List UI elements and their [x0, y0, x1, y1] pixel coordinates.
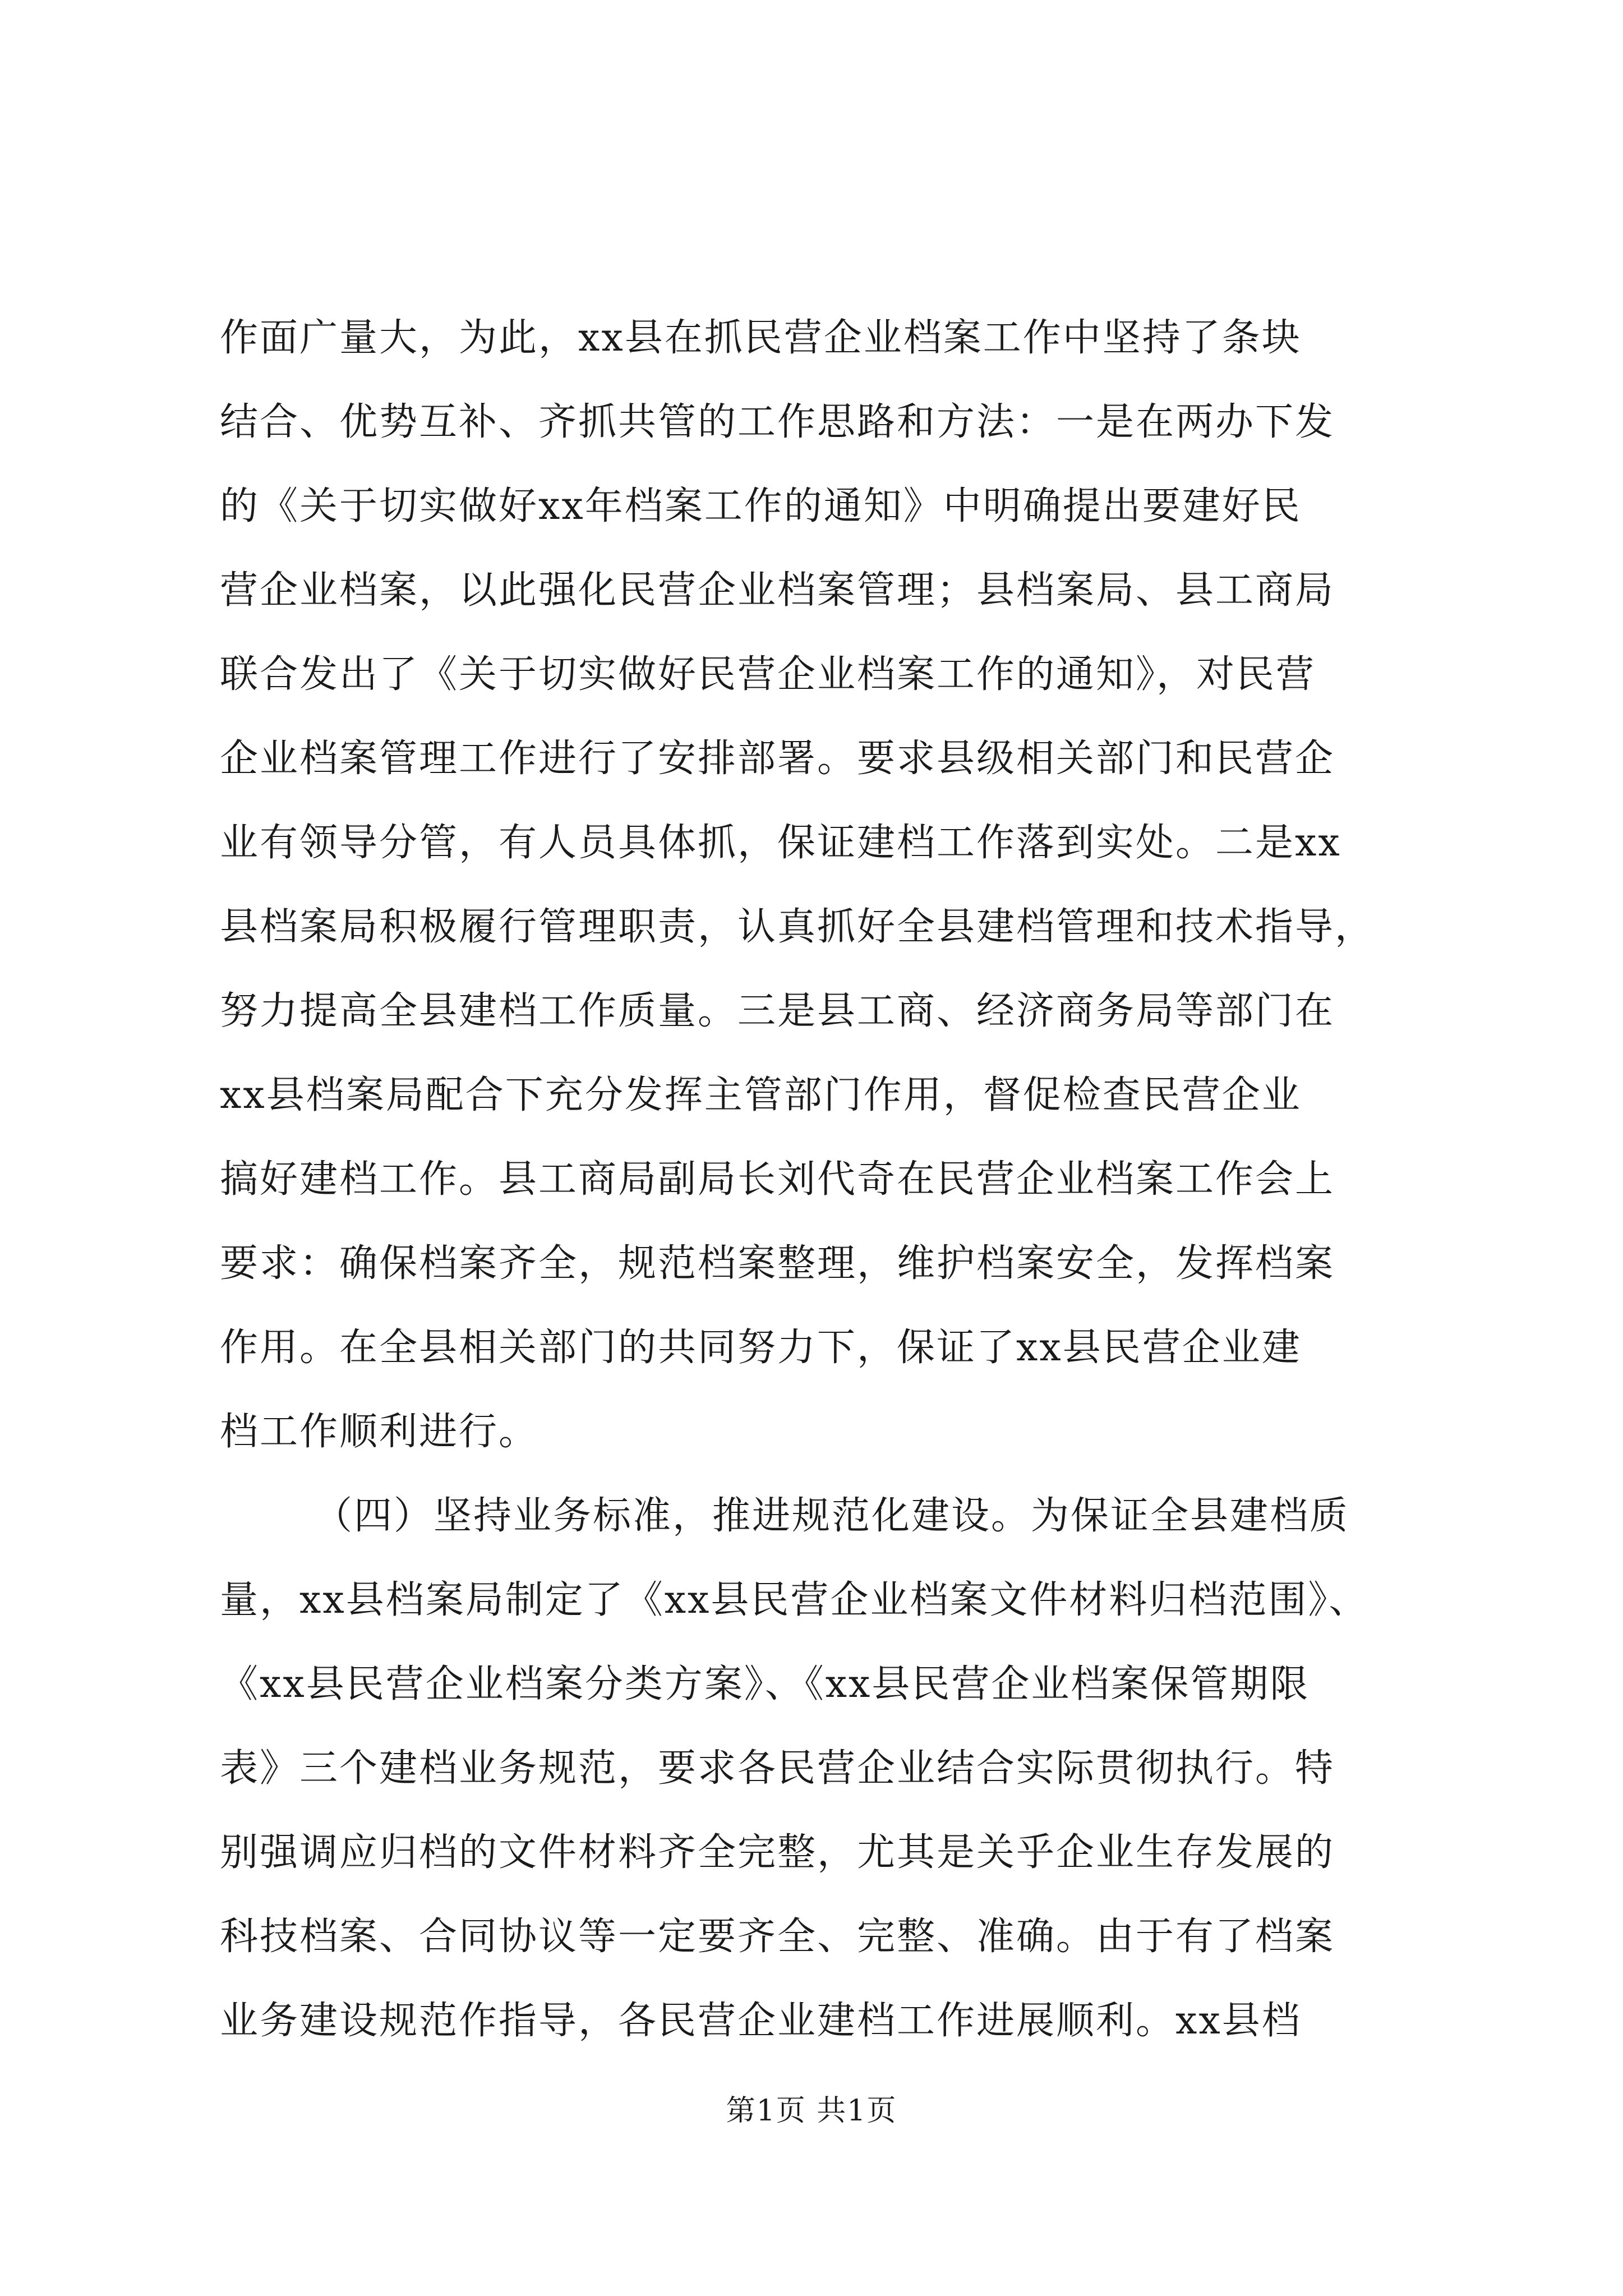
text-line: 业有领导分管，有人员具体抓，保证建档工作落到实处。二是xx	[220, 821, 1341, 865]
text-line: 的《关于切实做好xx年档案工作的通知》中明确提出要建好民	[220, 484, 1302, 528]
text-line: 县档案局积极履行管理职责，认真抓好全县建档管理和技术指导，	[220, 905, 1375, 949]
text-line: 努力提高全县建档工作质量。三是县工商、经济商务局等部门在	[220, 989, 1335, 1033]
text-line: 《xx县民营企业档案分类方案》、《xx县民营企业档案保管期限	[220, 1662, 1310, 1706]
paragraph-start-line: （四）坚持业务标准，推进规范化建设。为保证全县建档质	[314, 1494, 1350, 1538]
text-line: 业务建设规范作指导，各民营企业建档工作进展顺利。xx县档	[220, 1999, 1302, 2043]
text-line: 结合、优势互补、齐抓共管的工作思路和方法：一是在两办下发	[220, 400, 1335, 444]
text-line: 档工作顺利进行。	[220, 1410, 539, 1454]
page-footer: 第1页 共1页	[726, 2094, 897, 2128]
text-line: 联合发出了《关于切实做好民营企业档案工作的通知》，对民营	[220, 652, 1316, 697]
document-body	[220, 296, 1420, 2063]
text-line: 作面广量大，为此，xx县在抓民营企业档案工作中坚持了条块	[220, 316, 1302, 360]
text-line: 营企业档案，以此强化民营企业档案管理；县档案局、县工商局	[220, 568, 1335, 613]
text-line: 作用。在全县相关部门的共同努力下，保证了xx县民营企业建	[220, 1326, 1302, 1370]
text-line: 企业档案管理工作进行了安排部署。要求县级相关部门和民营企	[220, 737, 1335, 781]
text-line: 量，xx县档案局制定了《xx县民营企业档案文件材料归档范围》、	[220, 1578, 1369, 1622]
text-line: 要求：确保档案齐全，规范档案整理，维护档案安全，发挥档案	[220, 1241, 1335, 1286]
text-line: 搞好建档工作。县工商局副局长刘代奇在民营企业档案工作会上	[220, 1157, 1335, 1202]
text-line: 科技档案、合同协议等一定要齐全、完整、准确。由于有了档案	[220, 1915, 1335, 1959]
text-line: 表》三个建档业务规范，要求各民营企业结合实际贯彻执行。特	[220, 1746, 1335, 1791]
text-line: 别强调应归档的文件材料齐全完整，尤其是关乎企业生存发展的	[220, 1830, 1335, 1875]
text-line: xx县档案局配合下充分发挥主管部门作用，督促检查民营企业	[220, 1073, 1302, 1117]
